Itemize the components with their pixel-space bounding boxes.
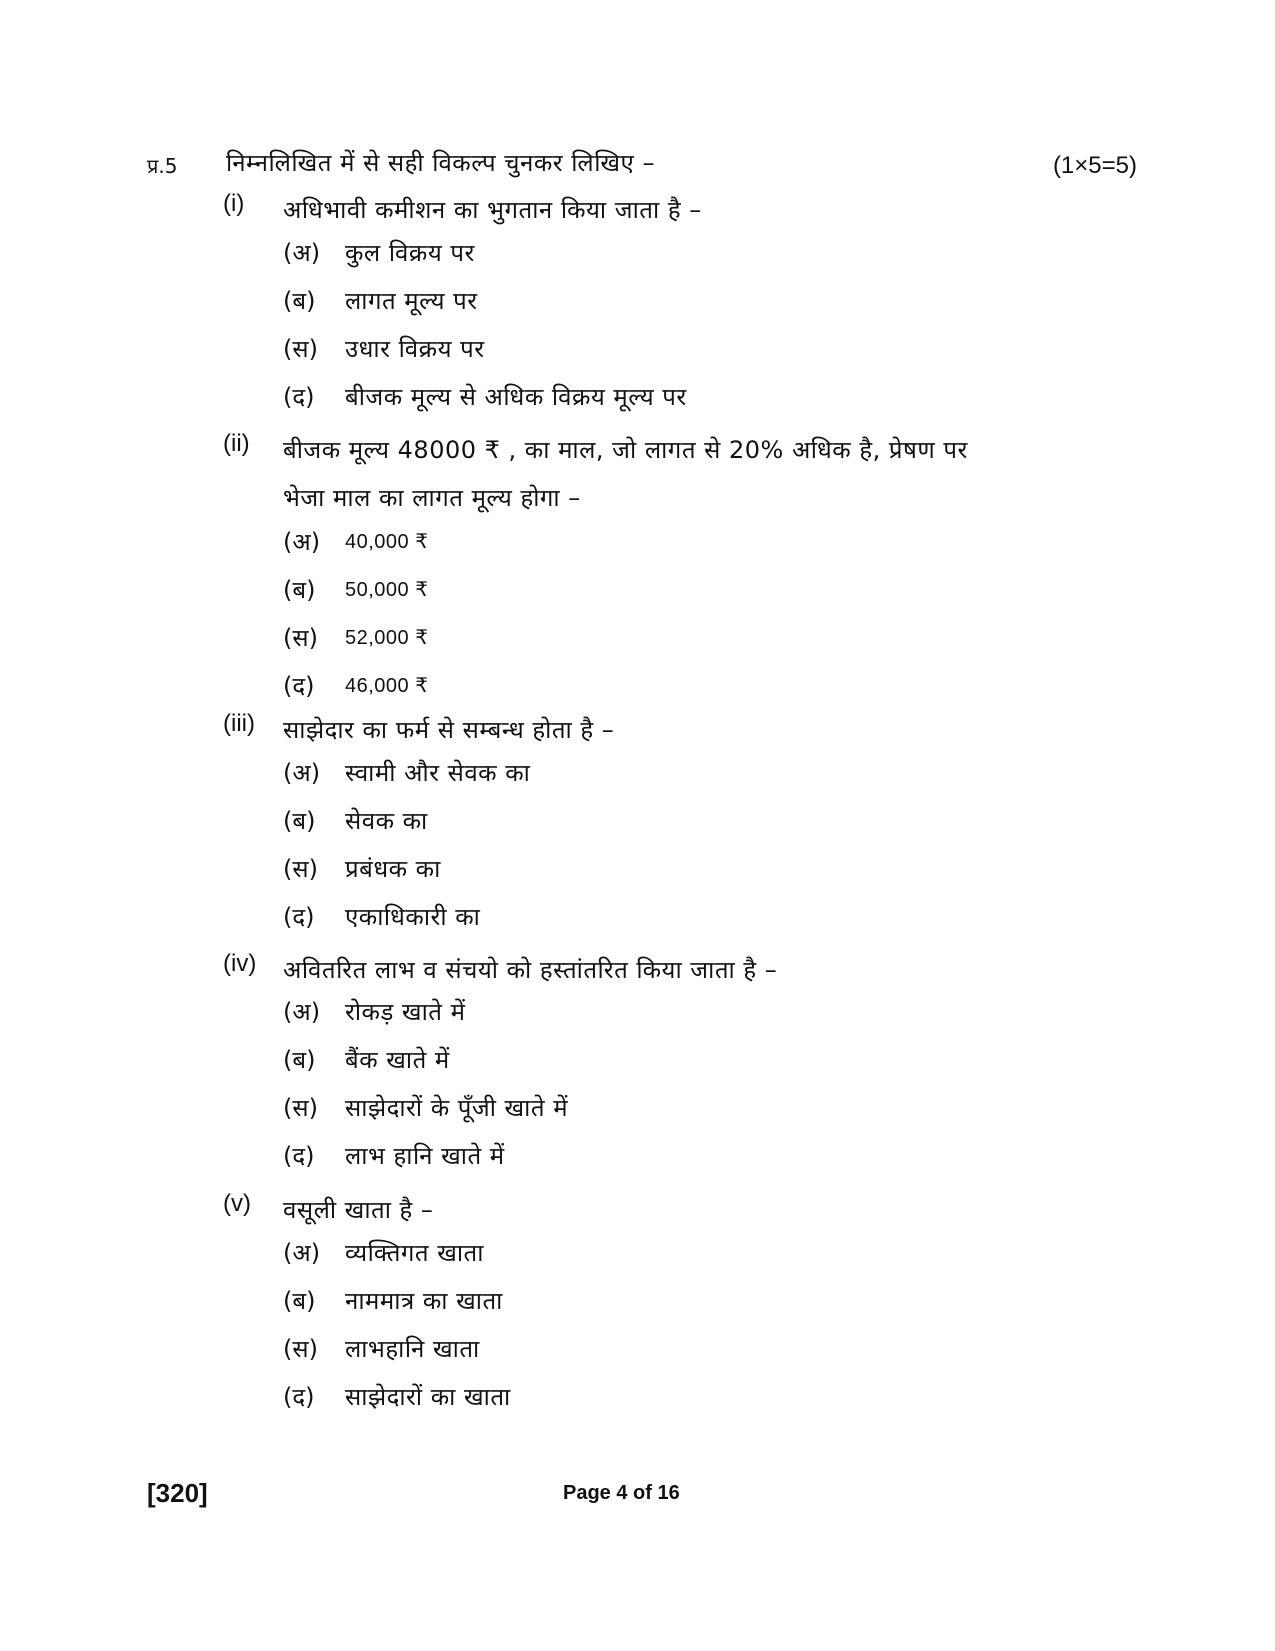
option-1-a bbox=[283, 236, 883, 280]
option-text: साझेदारों के पूँजी खाते में bbox=[345, 1094, 569, 1122]
page-number: Page 4 of 16 bbox=[563, 1482, 680, 1504]
sub-question-number: (iv) bbox=[223, 950, 257, 977]
option-2-a bbox=[283, 525, 883, 569]
option-3-d bbox=[283, 900, 883, 944]
option-label: (ब) bbox=[283, 1046, 316, 1074]
option-label: (स) bbox=[283, 1335, 318, 1363]
option-label: (ब) bbox=[283, 807, 316, 835]
question-instruction: निम्नलिखित में से सही विकल्प चुनकर लिखिए – bbox=[226, 149, 655, 177]
option-label: (स) bbox=[283, 335, 318, 363]
option-5-b bbox=[283, 1284, 883, 1328]
option-label: (अ) bbox=[283, 528, 321, 556]
option-text: उधार विक्रय पर bbox=[345, 335, 485, 363]
option-1-c bbox=[283, 332, 883, 376]
paper-code: [320] bbox=[147, 1478, 208, 1508]
sub-question-number: (v) bbox=[223, 1190, 251, 1217]
option-text: नाममात्र का खाता bbox=[345, 1287, 503, 1315]
option-label: (अ) bbox=[283, 1239, 321, 1267]
sub-question-text: अवितरित लाभ व संचयो को हस्तांतरित किया जाता है – bbox=[283, 956, 778, 984]
option-label: (द) bbox=[283, 903, 315, 931]
option-1-d bbox=[283, 380, 883, 424]
option-3-b bbox=[283, 804, 883, 848]
sub-question-text: बीजक मूल्य 48000 ₹ , का माल, जो लागत से 20% अधिक है, प्रेषण पर bbox=[283, 436, 968, 464]
option-3-c bbox=[283, 852, 883, 896]
sub-question-text-line2: भेजा माल का लागत मूल्य होगा – bbox=[283, 484, 581, 512]
option-label: (स) bbox=[283, 855, 318, 883]
option-text: लाभहानि खाता bbox=[345, 1335, 480, 1363]
sub-question-number: (i) bbox=[223, 190, 245, 217]
option-label: (अ) bbox=[283, 239, 321, 267]
sub-question-text: अधिभावी कमीशन का भुगतान किया जाता है – bbox=[283, 196, 702, 224]
option-label: (अ) bbox=[283, 759, 321, 787]
option-4-d bbox=[283, 1139, 883, 1183]
sub-question-text: वसूली खाता है – bbox=[283, 1196, 434, 1224]
option-4-a bbox=[283, 995, 883, 1039]
option-text: बीजक मूल्य से अधिक विक्रय मूल्य पर bbox=[345, 383, 687, 411]
option-text: बैंक खाते में bbox=[345, 1046, 450, 1074]
option-text: सेवक का bbox=[345, 807, 428, 835]
sub-question-text: साझेदार का फर्म से सम्बन्ध होता है – bbox=[283, 716, 615, 744]
option-text: कुल विक्रय पर bbox=[345, 239, 475, 267]
option-text: 50,000 ₹ bbox=[345, 579, 429, 601]
option-text: रोकड़ खाते में bbox=[345, 998, 466, 1026]
option-5-d bbox=[283, 1380, 883, 1424]
question-number: प्र.5 bbox=[147, 154, 178, 178]
sub-question-number: (ii) bbox=[223, 430, 250, 457]
option-label: (ब) bbox=[283, 576, 316, 604]
sub-question-1 bbox=[223, 186, 1043, 235]
option-label: (द) bbox=[283, 1142, 315, 1170]
option-text: एकाधिकारी का bbox=[345, 903, 481, 931]
option-5-c bbox=[283, 1332, 883, 1376]
option-text: लागत मूल्य पर bbox=[345, 287, 478, 315]
option-label: (स) bbox=[283, 1094, 318, 1122]
option-label: (स) bbox=[283, 624, 318, 652]
option-text: प्रबंधक का bbox=[345, 855, 441, 883]
option-1-b bbox=[283, 284, 883, 328]
sub-question-number: (iii) bbox=[223, 710, 255, 737]
option-4-c bbox=[283, 1091, 883, 1135]
sub-question-5 bbox=[223, 1186, 1043, 1235]
option-4-b bbox=[283, 1043, 883, 1087]
option-text: स्वामी और सेवक का bbox=[345, 759, 531, 787]
option-text: 52,000 ₹ bbox=[345, 627, 429, 649]
option-label: (द) bbox=[283, 383, 315, 411]
option-label: (ब) bbox=[283, 287, 316, 315]
option-text: 46,000 ₹ bbox=[345, 675, 429, 697]
question-header bbox=[147, 142, 1137, 192]
sub-question-4 bbox=[223, 946, 1043, 995]
question-marks: (1×5=5) bbox=[1052, 152, 1137, 179]
option-label: (ब) bbox=[283, 1287, 316, 1315]
option-3-a bbox=[283, 756, 883, 800]
option-2-b bbox=[283, 573, 883, 617]
option-text: साझेदारों का खाता bbox=[345, 1383, 511, 1411]
option-label: (अ) bbox=[283, 998, 321, 1026]
sub-question-3 bbox=[223, 706, 1043, 755]
sub-question-2 bbox=[223, 426, 1043, 524]
option-label: (द) bbox=[283, 672, 315, 700]
option-text: व्यक्तिगत खाता bbox=[345, 1239, 484, 1267]
option-5-a bbox=[283, 1236, 883, 1280]
option-text: 40,000 ₹ bbox=[345, 531, 429, 553]
option-2-c bbox=[283, 621, 883, 665]
option-text: लाभ हानि खाते में bbox=[345, 1142, 505, 1170]
option-label: (द) bbox=[283, 1383, 315, 1411]
